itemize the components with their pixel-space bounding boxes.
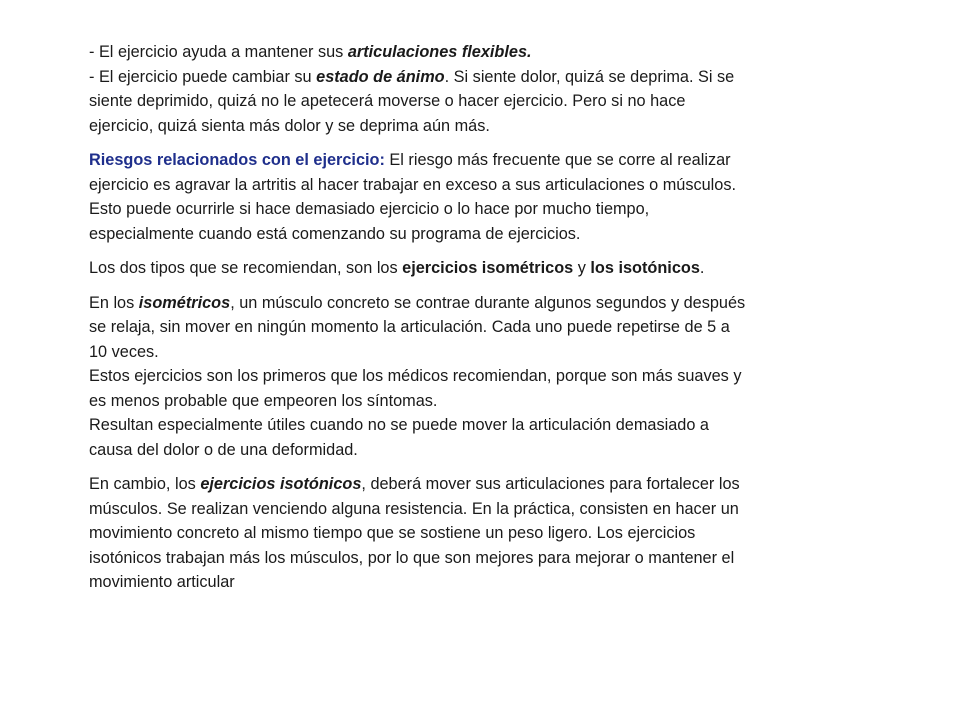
text-line: músculos. Se realizan venciendo alguna resistencia. En la práctica, consisten en hacer un — [89, 499, 739, 518]
risks-heading: Riesgos relacionados con el ejercicio: — [89, 151, 385, 169]
text-line — [89, 40, 879, 65]
emphasis-articulaciones: articulaciones flexibles. — [347, 43, 532, 61]
text-line — [89, 148, 879, 173]
text-line: Resultan especialmente útiles cuando no se puede mover la articulación demasiado a — [89, 416, 709, 434]
text-run: - El ejercicio ayuda a mantener sus — [89, 43, 348, 61]
emphasis-estado-animo: estado de ánimo — [316, 67, 445, 86]
text-line: causa del dolor o de una deformidad. — [89, 440, 358, 459]
text-line: isotónicos trabajan más los músculos, por lo que son mejores para mejorar o mantener el — [89, 548, 735, 567]
text-line: ejercicio es agravar la artritis al hacer trabajar en exceso a sus articulaciones o músculos. — [89, 175, 737, 194]
paragraph-isometric — [89, 291, 879, 463]
text-line: movimiento concreto al mismo tiempo que se sostiene un peso ligero. Los ejercicios — [89, 524, 696, 542]
paragraph-isotonic — [89, 472, 879, 595]
emphasis-isometricos: isométricos — [138, 293, 231, 312]
text-line — [89, 291, 879, 316]
text-line: ejercicio, quizá sienta más dolor y se deprima aún más. — [89, 116, 490, 135]
paragraph-benefits — [89, 40, 879, 138]
text-line: siente deprimido, quizá no le apetecerá moverse o hacer ejercicio. Pero si no hace — [89, 92, 686, 110]
bold-isotonicos: los isotónicos — [590, 259, 700, 277]
paragraph-risks — [89, 148, 879, 246]
text-line: es menos probable que empeoren los síntomas. — [89, 391, 438, 410]
text-line: se relaja, sin mover en ningún momento la articulación. Cada uno puede repetirse de 5 a — [89, 318, 730, 336]
text-line: Estos ejercicios son los primeros que los médicos recomiendan, porque son más suaves y — [89, 367, 742, 385]
paragraph-types — [89, 256, 879, 281]
text-line: movimiento articular — [89, 573, 235, 591]
text-run: . Si siente dolor, quizá se deprima. Si se — [444, 67, 735, 86]
text-line — [89, 472, 879, 497]
text-line: especialmente cuando está comenzando su programa de ejercicios. — [89, 224, 581, 243]
text-run: . — [699, 259, 705, 277]
text-run: El riesgo más frecuente que se corre al realizar — [384, 151, 731, 169]
text-run: - El ejercicio puede cambiar su — [89, 67, 317, 86]
text-run: En los — [89, 293, 139, 312]
text-run: En cambio, los — [89, 475, 201, 493]
emphasis-isotonicos: ejercicios isotónicos — [200, 475, 362, 493]
text-line — [89, 65, 879, 90]
text-line: Esto puede ocurrirle si hace demasiado ejercicio o lo hace por mucho tiempo, — [89, 200, 650, 218]
text-run: , deberá mover sus articulaciones para fortalecer los — [361, 475, 740, 493]
text-line — [89, 256, 879, 281]
text-run: y — [573, 259, 591, 277]
document-body — [89, 40, 879, 605]
text-run: , un músculo concreto se contrae durante algunos segundos y después — [230, 293, 746, 312]
text-run: Los dos tipos que se recomiendan, son los — [89, 259, 403, 277]
text-line: 10 veces. — [89, 342, 159, 361]
bold-isometricos: ejercicios isométricos — [402, 259, 574, 277]
